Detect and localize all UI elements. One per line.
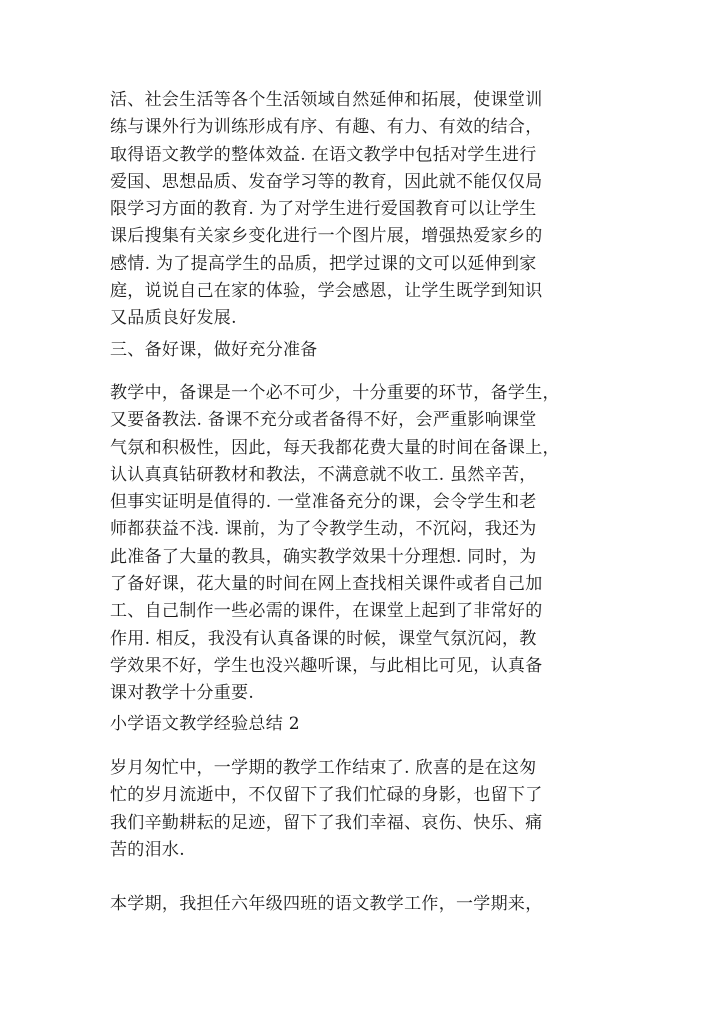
- text-line: 我们辛勤耕耘的足迹，留下了我们幸福、哀伤、快乐、痛: [110, 812, 543, 833]
- heading-text: 小学语文教学经验总结 2: [110, 714, 300, 734]
- text-line: 工、自己制作一些必需的课件，在课堂上起到了非常好的: [110, 601, 543, 622]
- text-line: 了备好课，花大量的时间在网上查找相关课件或者自己加: [110, 574, 543, 595]
- text-line: 限学习方面的教育. 为了对学生进行爱国教育可以让学生: [110, 199, 537, 220]
- text-line: 岁月匆忙中，一学期的教学工作结束了. 欣喜的是在这匆: [110, 758, 537, 778]
- paragraph-lesson-prep: [110, 380, 630, 708]
- paragraph-semester-end: [110, 755, 630, 864]
- text-line: 苦的泪水.: [110, 839, 185, 860]
- text-line: 活、社会生活等各个生活领域自然延伸和拓展，使课堂训: [110, 90, 543, 110]
- text-line: 课后搜集有关家乡变化进行一个图片展，增强热爱家乡的: [110, 226, 543, 247]
- paragraph-extension-practice: [110, 87, 630, 333]
- document-title-summary-2: [110, 711, 630, 738]
- text-line: 作用. 相反，我没有认真备课的时候，课堂气氛沉闷，教: [110, 628, 537, 649]
- text-line: 认认真真钻研教材和教法，不满意就不收工. 虽然辛苦，: [110, 464, 537, 485]
- text-line: 感情. 为了提高学生的品质，把学过课的文可以延伸到家: [110, 253, 537, 274]
- text-line: 学效果不好，学生也没兴趣听课，与此相比可见，认真备: [110, 655, 543, 676]
- text-line: 气氛和积极性，因此，每天我都花费大量的时间在备课上，: [110, 437, 560, 458]
- section-heading-lesson-prep: [110, 337, 630, 364]
- text-line: 忙的岁月流逝中，不仅留下了我们忙碌的身影，也留下了: [110, 785, 543, 806]
- text-line: 又要备教法. 备课不充分或者备得不好，会严重影响课堂: [110, 410, 537, 431]
- text-line: 此准备了大量的教具，确实教学效果十分理想. 同时，为: [110, 546, 537, 567]
- text-line: 庭，说说自己在家的体验，学会感恩，让学生既学到知识: [110, 281, 543, 302]
- text-line: 师都获益不浅. 课前，为了令教学生动，不沉闷，我还为: [110, 519, 537, 540]
- text-line: 爱国、思想品质、发奋学习等的教育，因此就不能仅仅局: [110, 171, 543, 192]
- text-line: 本学期，我担任六年级四班的语文教学工作，一学期来，: [110, 894, 543, 914]
- text-line: 取得语文教学的整体效益. 在语文教学中包括对学生进行: [110, 144, 537, 165]
- paragraph-class-assignment: [110, 891, 630, 918]
- text-line: 课对教学十分重要.: [110, 683, 255, 704]
- text-line: 又品质良好发展.: [110, 308, 237, 329]
- text-line: 但事实证明是值得的. 一堂准备充分的课，会令学生和老: [110, 492, 537, 513]
- heading-text: 三、备好课，做好充分准备: [110, 340, 318, 360]
- text-line: 练与课外行为训练形成有序、有趣、有力、有效的结合，: [110, 117, 543, 138]
- text-line: 教学中，备课是一个必不可少，十分重要的环节，备学生，: [110, 383, 560, 403]
